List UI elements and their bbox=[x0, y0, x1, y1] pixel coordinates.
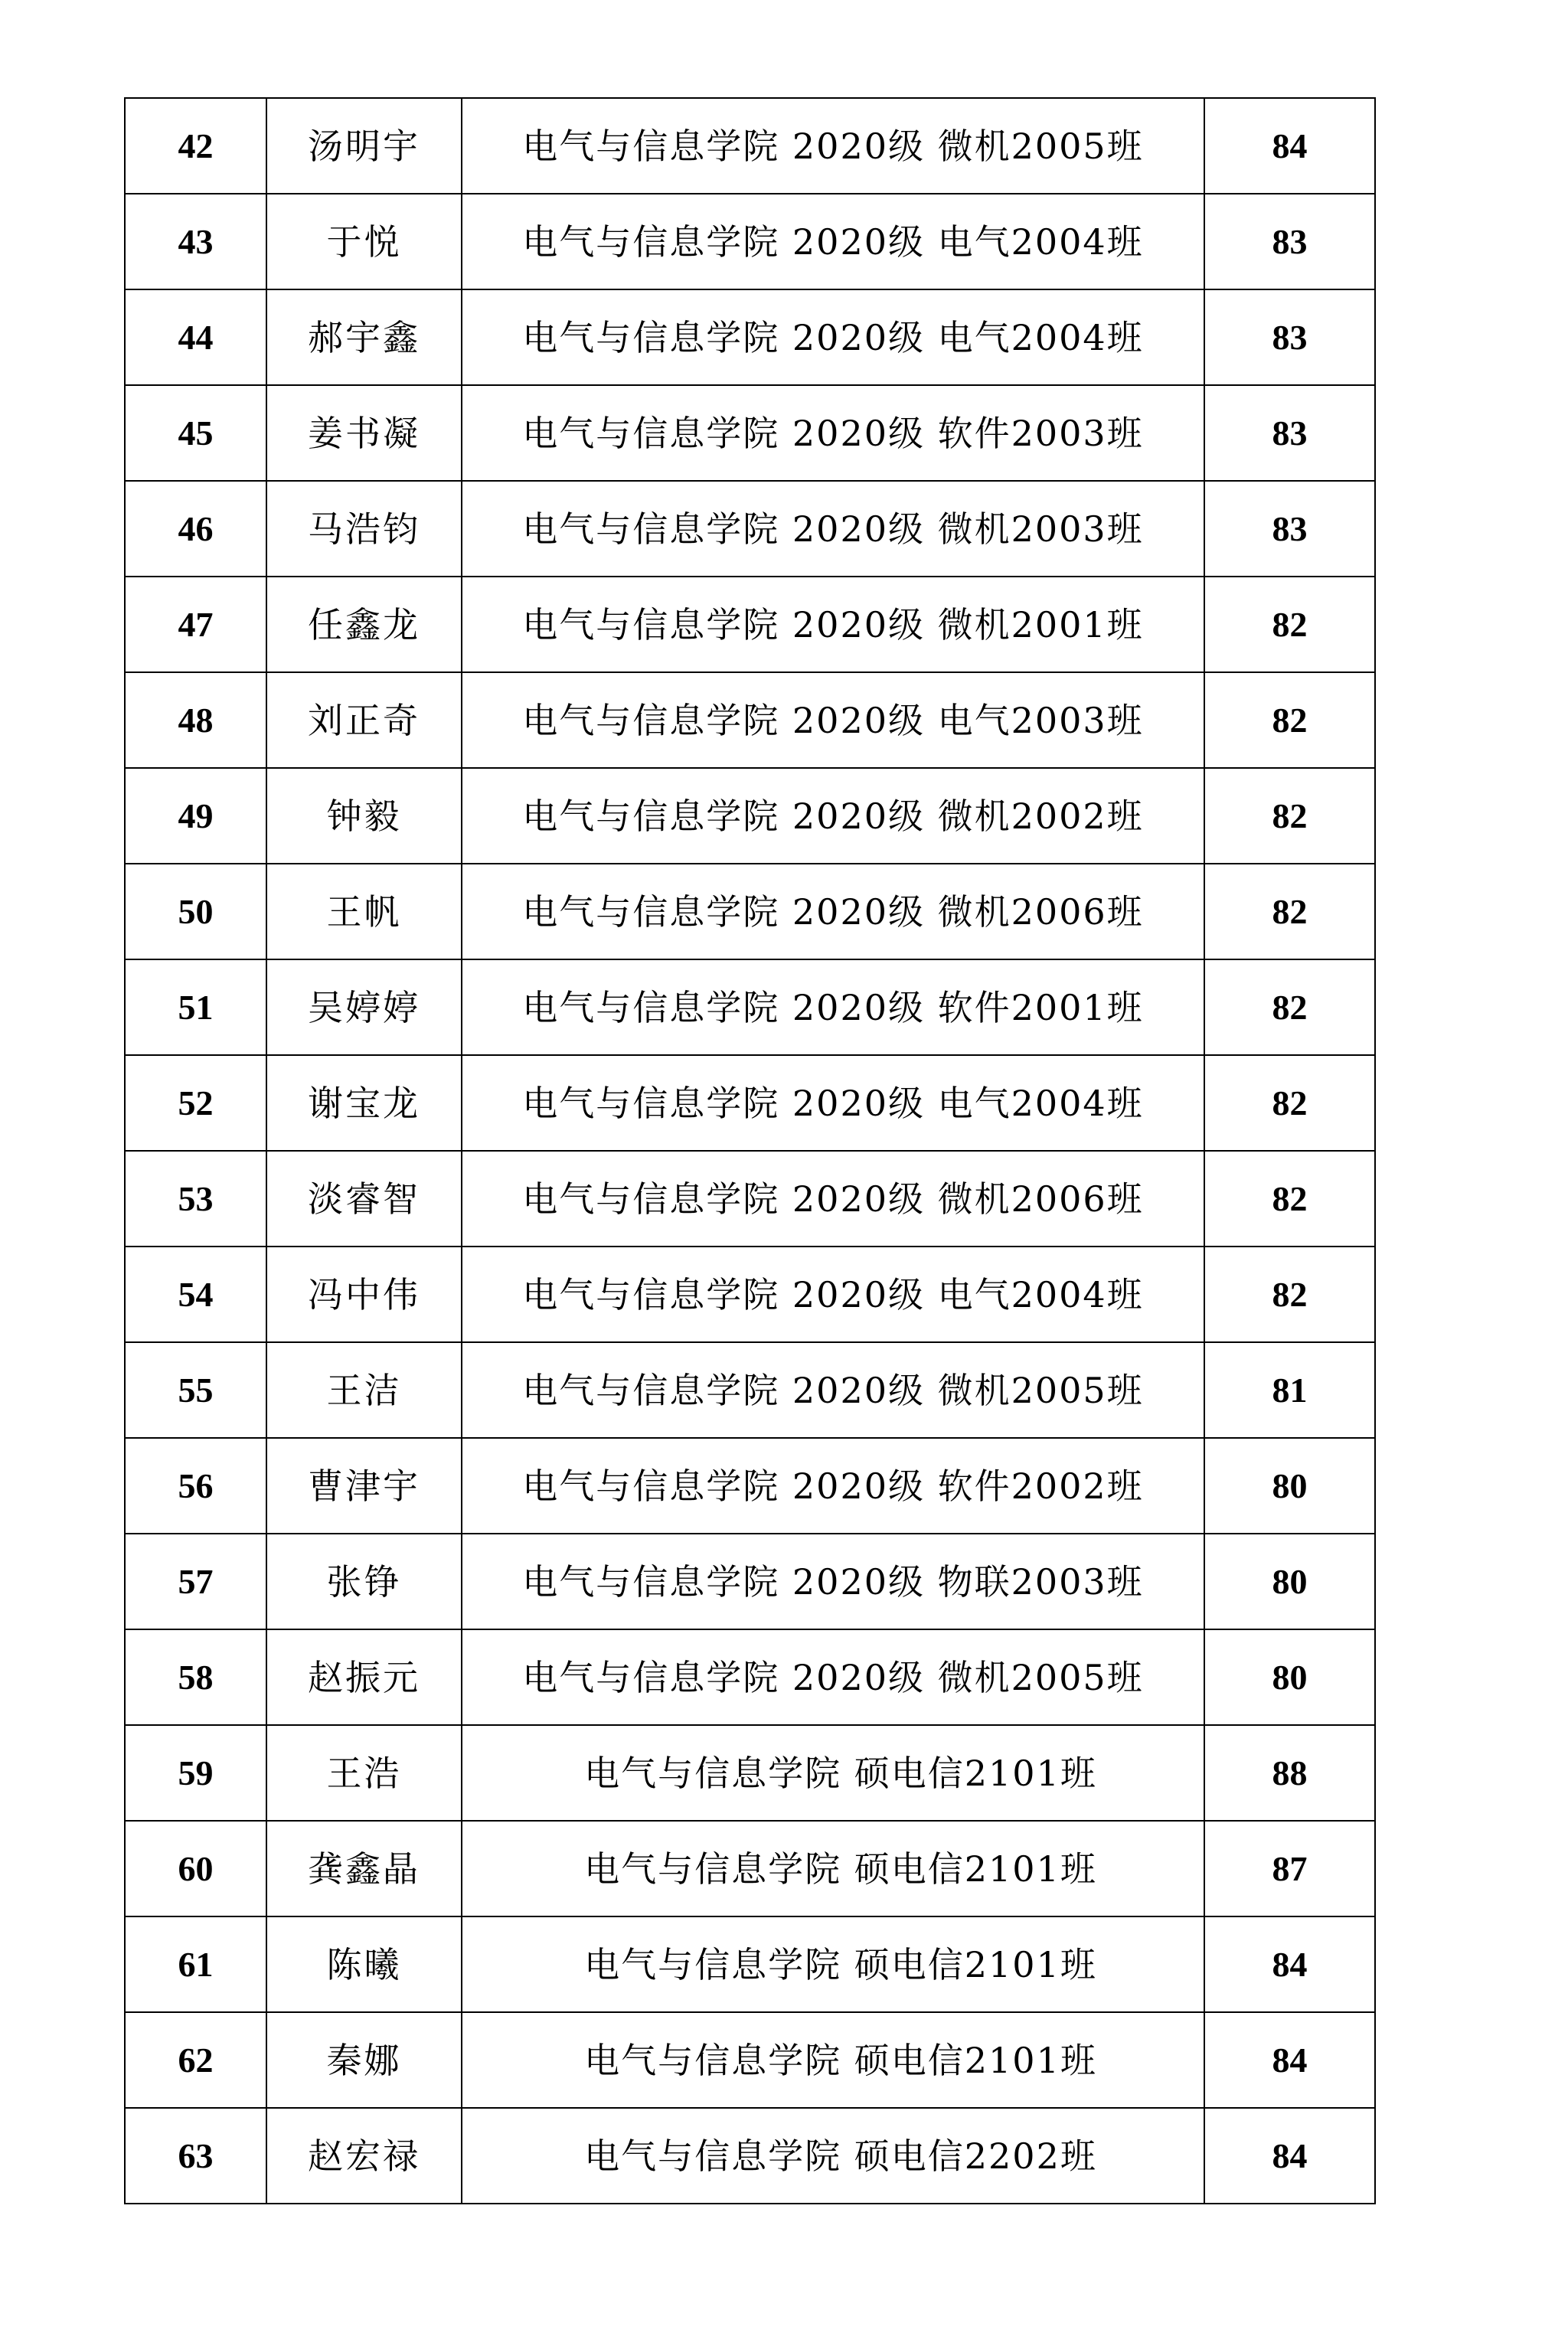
student-score: 82 bbox=[1204, 864, 1375, 959]
student-score: 82 bbox=[1204, 1055, 1375, 1151]
student-name: 赵宏禄 bbox=[266, 2108, 462, 2204]
row-number: 52 bbox=[125, 1055, 266, 1151]
student-name: 郝宇鑫 bbox=[266, 289, 462, 385]
student-score: 83 bbox=[1204, 194, 1375, 289]
student-score: 82 bbox=[1204, 577, 1375, 672]
student-unit: 电气与信息学院 2020级 软件2003班 bbox=[462, 385, 1204, 481]
student-score: 82 bbox=[1204, 672, 1375, 768]
student-name: 龚鑫晶 bbox=[266, 1821, 462, 1916]
table-row bbox=[125, 1247, 1375, 1342]
student-name: 马浩钧 bbox=[266, 481, 462, 577]
student-unit: 电气与信息学院 2020级 电气2003班 bbox=[462, 672, 1204, 768]
student-score: 82 bbox=[1204, 768, 1375, 864]
table-row bbox=[125, 385, 1375, 481]
student-unit: 电气与信息学院 2020级 物联2003班 bbox=[462, 1534, 1204, 1629]
roster-table bbox=[124, 97, 1376, 2204]
table-row bbox=[125, 577, 1375, 672]
roster-body bbox=[125, 98, 1375, 2204]
student-name: 钟毅 bbox=[266, 768, 462, 864]
row-number: 61 bbox=[125, 1916, 266, 2012]
row-number: 46 bbox=[125, 481, 266, 577]
student-unit: 电气与信息学院 2020级 微机2001班 bbox=[462, 577, 1204, 672]
student-score: 82 bbox=[1204, 959, 1375, 1055]
student-name: 刘正奇 bbox=[266, 672, 462, 768]
table-row bbox=[125, 1055, 1375, 1151]
student-unit: 电气与信息学院 2020级 微机2002班 bbox=[462, 768, 1204, 864]
row-number: 54 bbox=[125, 1247, 266, 1342]
student-score: 87 bbox=[1204, 1821, 1375, 1916]
row-number: 50 bbox=[125, 864, 266, 959]
table-row bbox=[125, 1821, 1375, 1916]
student-name: 赵振元 bbox=[266, 1629, 462, 1725]
row-number: 51 bbox=[125, 959, 266, 1055]
student-name: 王帆 bbox=[266, 864, 462, 959]
student-unit: 电气与信息学院 硕电信2101班 bbox=[462, 1725, 1204, 1821]
student-unit: 电气与信息学院 2020级 微机2003班 bbox=[462, 481, 1204, 577]
student-unit: 电气与信息学院 2020级 微机2005班 bbox=[462, 1342, 1204, 1438]
student-score: 82 bbox=[1204, 1151, 1375, 1247]
row-number: 60 bbox=[125, 1821, 266, 1916]
student-name: 汤明宇 bbox=[266, 98, 462, 194]
student-unit: 电气与信息学院 2020级 电气2004班 bbox=[462, 289, 1204, 385]
student-unit: 电气与信息学院 硕电信2101班 bbox=[462, 2012, 1204, 2108]
student-name: 淡睿智 bbox=[266, 1151, 462, 1247]
row-number: 47 bbox=[125, 577, 266, 672]
student-unit: 电气与信息学院 2020级 电气2004班 bbox=[462, 194, 1204, 289]
student-name: 冯中伟 bbox=[266, 1247, 462, 1342]
row-number: 59 bbox=[125, 1725, 266, 1821]
student-score: 82 bbox=[1204, 1247, 1375, 1342]
row-number: 56 bbox=[125, 1438, 266, 1534]
student-score: 80 bbox=[1204, 1438, 1375, 1534]
student-name: 秦娜 bbox=[266, 2012, 462, 2108]
row-number: 63 bbox=[125, 2108, 266, 2204]
student-name: 姜书凝 bbox=[266, 385, 462, 481]
table-row bbox=[125, 2012, 1375, 2108]
table-row bbox=[125, 959, 1375, 1055]
student-score: 83 bbox=[1204, 289, 1375, 385]
row-number: 53 bbox=[125, 1151, 266, 1247]
student-unit: 电气与信息学院 2020级 软件2002班 bbox=[462, 1438, 1204, 1534]
table-row bbox=[125, 481, 1375, 577]
student-name: 任鑫龙 bbox=[266, 577, 462, 672]
student-unit: 电气与信息学院 2020级 电气2004班 bbox=[462, 1055, 1204, 1151]
table-row bbox=[125, 1342, 1375, 1438]
student-name: 王洁 bbox=[266, 1342, 462, 1438]
student-name: 陈曦 bbox=[266, 1916, 462, 2012]
student-score: 88 bbox=[1204, 1725, 1375, 1821]
row-number: 58 bbox=[125, 1629, 266, 1725]
student-score: 80 bbox=[1204, 1534, 1375, 1629]
student-name: 曹津宇 bbox=[266, 1438, 462, 1534]
table-row bbox=[125, 2108, 1375, 2204]
student-score: 80 bbox=[1204, 1629, 1375, 1725]
row-number: 62 bbox=[125, 2012, 266, 2108]
row-number: 55 bbox=[125, 1342, 266, 1438]
row-number: 44 bbox=[125, 289, 266, 385]
student-unit: 电气与信息学院 2020级 电气2004班 bbox=[462, 1247, 1204, 1342]
table-row bbox=[125, 1151, 1375, 1247]
row-number: 48 bbox=[125, 672, 266, 768]
student-unit: 电气与信息学院 2020级 软件2001班 bbox=[462, 959, 1204, 1055]
row-number: 49 bbox=[125, 768, 266, 864]
table-row bbox=[125, 1916, 1375, 2012]
student-unit: 电气与信息学院 2020级 微机2005班 bbox=[462, 98, 1204, 194]
student-unit: 电气与信息学院 硕电信2101班 bbox=[462, 1916, 1204, 2012]
student-score: 84 bbox=[1204, 2012, 1375, 2108]
table-row bbox=[125, 672, 1375, 768]
student-score: 81 bbox=[1204, 1342, 1375, 1438]
student-name: 王浩 bbox=[266, 1725, 462, 1821]
table-row bbox=[125, 289, 1375, 385]
table-row bbox=[125, 194, 1375, 289]
student-name: 谢宝龙 bbox=[266, 1055, 462, 1151]
row-number: 45 bbox=[125, 385, 266, 481]
table-row bbox=[125, 864, 1375, 959]
student-unit: 电气与信息学院 2020级 微机2006班 bbox=[462, 864, 1204, 959]
table-row bbox=[125, 1438, 1375, 1534]
table-row bbox=[125, 98, 1375, 194]
table-row bbox=[125, 1629, 1375, 1725]
table-row bbox=[125, 1725, 1375, 1821]
student-unit: 电气与信息学院 硕电信2202班 bbox=[462, 2108, 1204, 2204]
student-score: 83 bbox=[1204, 481, 1375, 577]
student-name: 张铮 bbox=[266, 1534, 462, 1629]
table-row bbox=[125, 768, 1375, 864]
student-name: 于悦 bbox=[266, 194, 462, 289]
student-unit: 电气与信息学院 2020级 微机2005班 bbox=[462, 1629, 1204, 1725]
student-score: 84 bbox=[1204, 2108, 1375, 2204]
student-unit: 电气与信息学院 2020级 微机2006班 bbox=[462, 1151, 1204, 1247]
student-score: 84 bbox=[1204, 1916, 1375, 2012]
student-score: 84 bbox=[1204, 98, 1375, 194]
row-number: 42 bbox=[125, 98, 266, 194]
row-number: 57 bbox=[125, 1534, 266, 1629]
student-score: 83 bbox=[1204, 385, 1375, 481]
student-name: 吴婷婷 bbox=[266, 959, 462, 1055]
row-number: 43 bbox=[125, 194, 266, 289]
table-row bbox=[125, 1534, 1375, 1629]
student-unit: 电气与信息学院 硕电信2101班 bbox=[462, 1821, 1204, 1916]
